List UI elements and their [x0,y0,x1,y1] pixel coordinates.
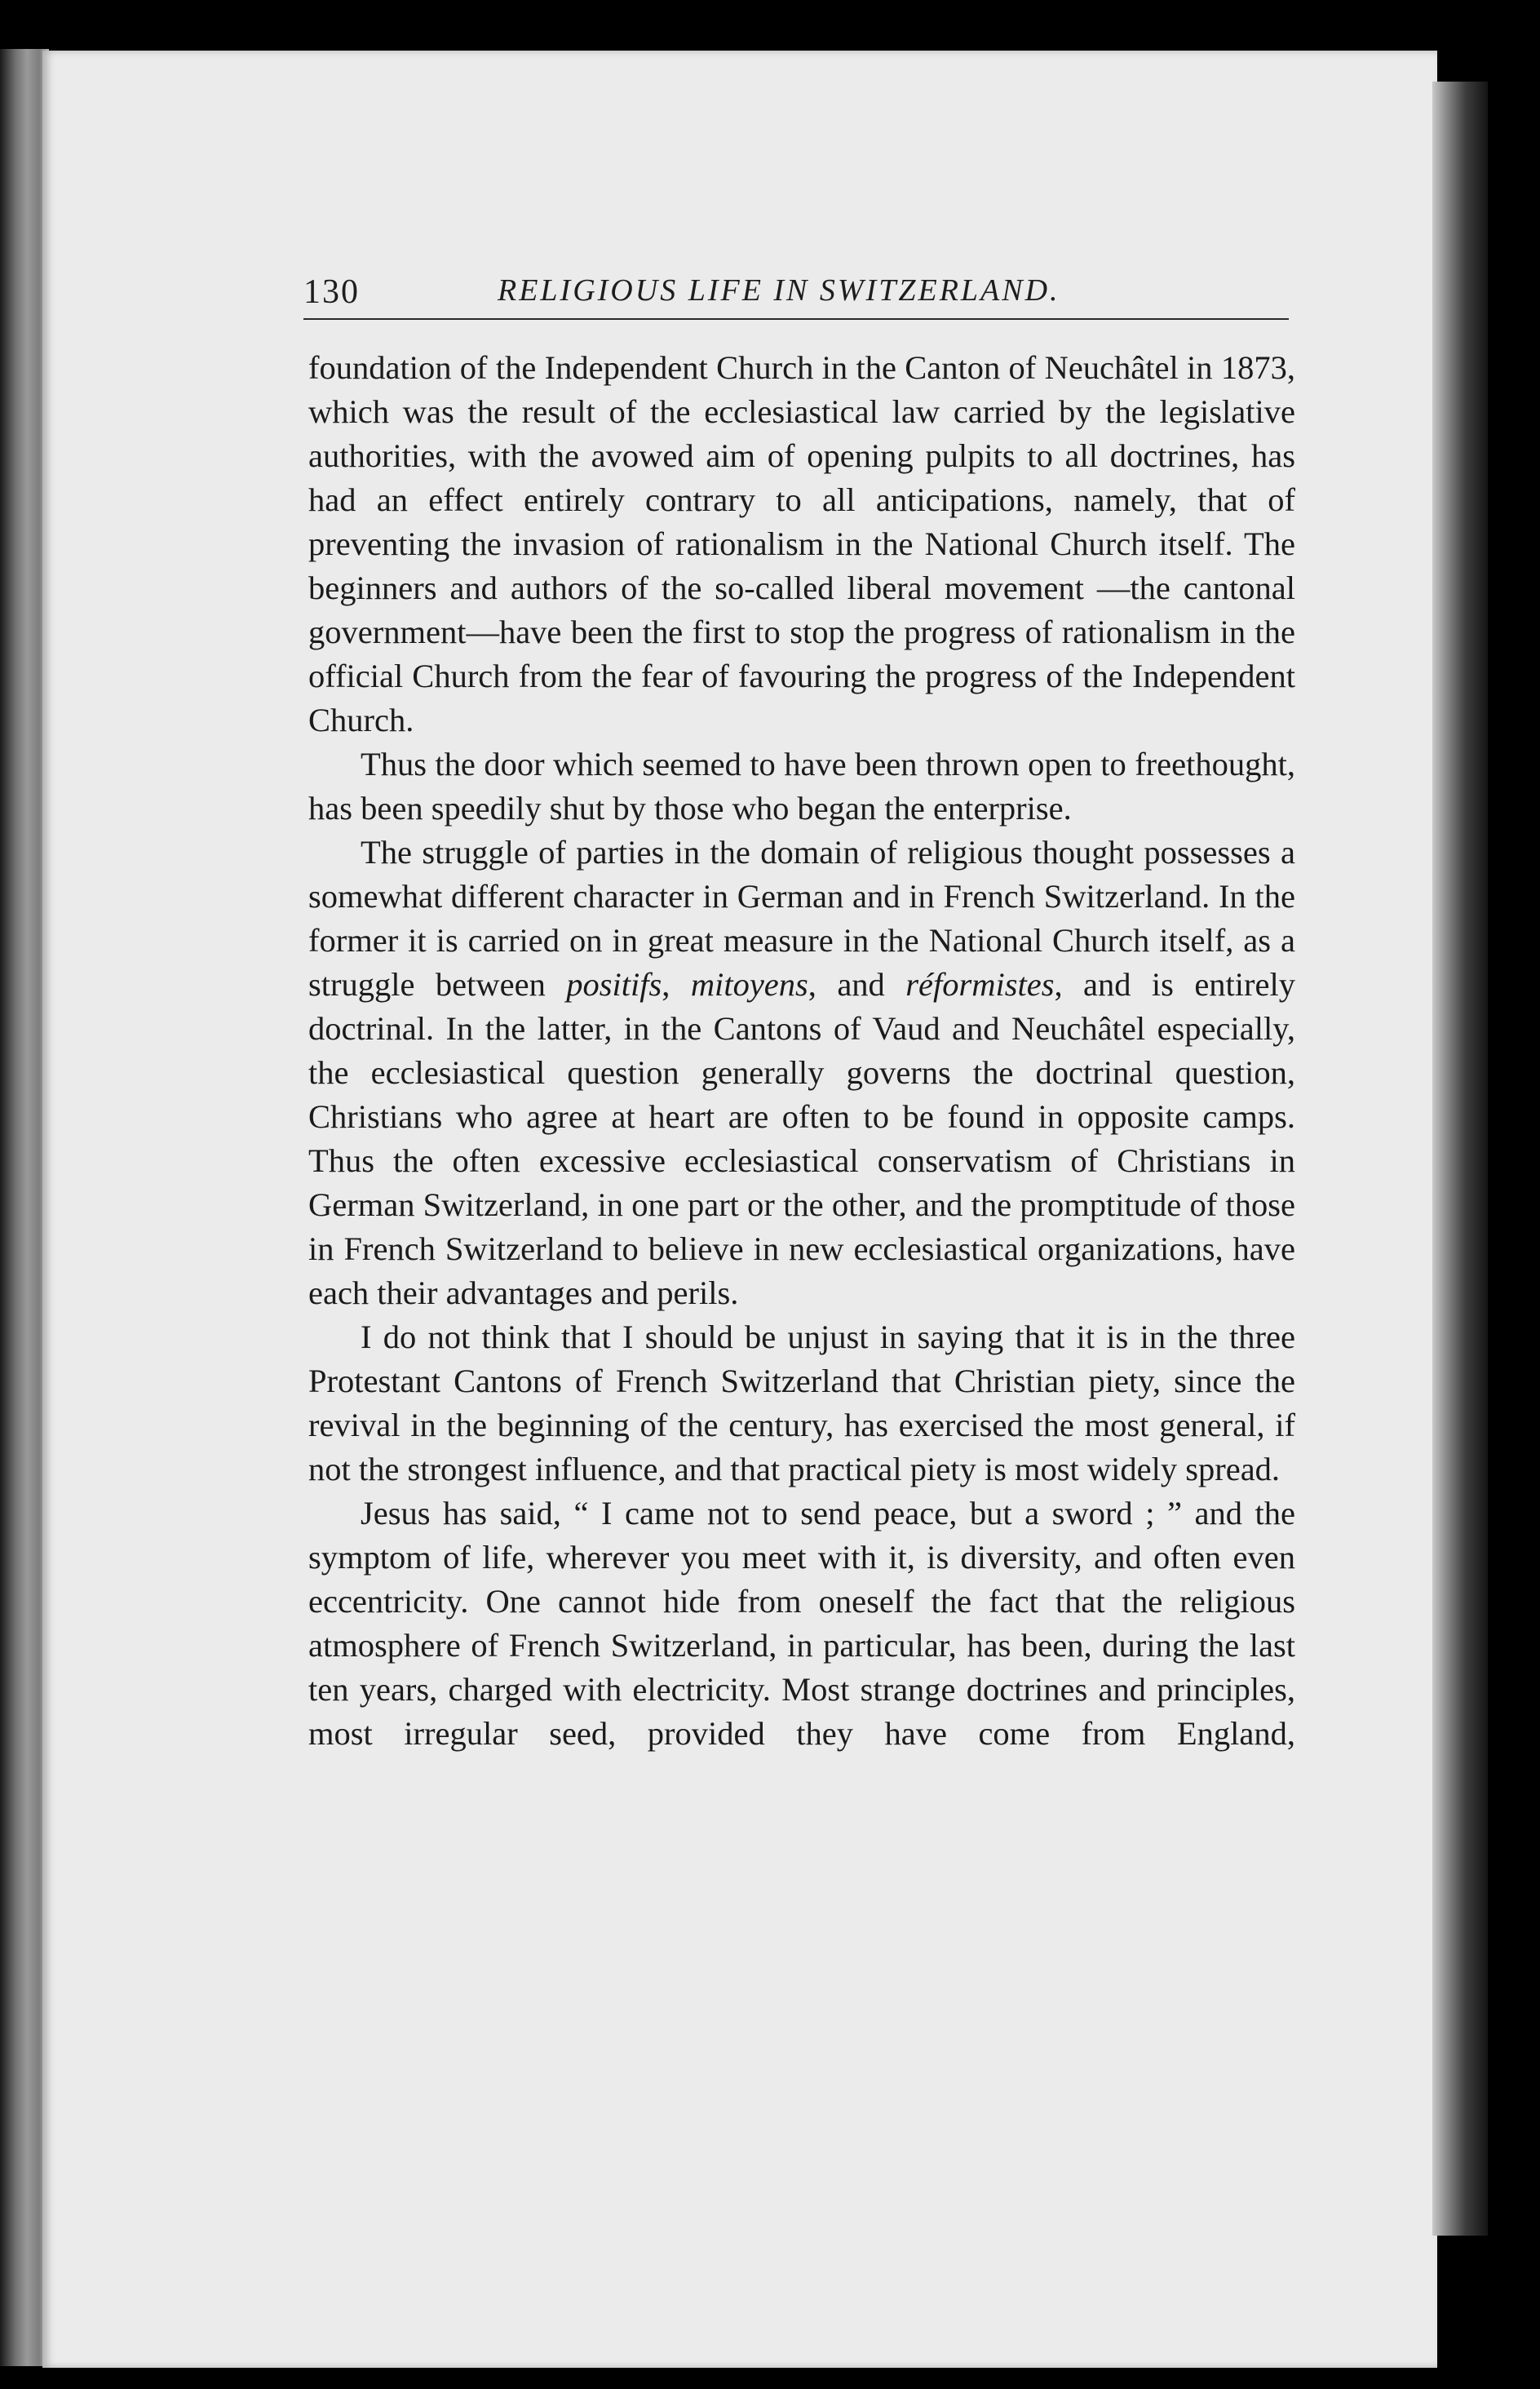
paragraph: I do not think that I should be unjust in saying that it is in the three Protestant Cantons of French Switzerland that Christian piety, since the revival in the beginning of the century, has exercised the most general, if not the strongest influence, and that practical piety is most widely spread. [308,1319,1295,1487]
running-title: RELIGIOUS LIFE IN SWITZERLAND. [498,273,1060,308]
paragraph: foundation of the Independent Church in the Canton of Neuchâtel in 1873, which was the result of the ecclesiastical law carried by the legislative authorities, with the avowed aim of opening pulpits to all doctrines, has had an effect entirely contrary to all anticipations, namely, that of preventing the invasion of rationalism in the National Church itself. The beginners and authors of the so-called liberal movement —the cantonal government—have been the first to stop the progress of rationalism in the official Church from the fear of favouring the progress of the Independent Church. [308,349,1295,738]
italic-term: réformistes [905,966,1055,1003]
paragraph-text: , and is entirely doctrinal. In the latter, in the Cantons of Vaud and Neuchâtel especially, the ecclesiastical question generally governs the doctrinal question, Christians who agree at heart are often to be found in opposite camps. Thus the often excessive ecclesiastical conservatism of Christians in German Switzerland, in one part or the other, and the promptitude of those in French Switzerland to believe in new ecclesiastical organizations, have each their advantages and perils. [308,966,1296,1311]
page-header [303,273,1289,321]
page-number: 130 [303,273,360,311]
paragraph: Thus the door which seemed to have been thrown open to freethought, has been speedily shut by those who began the enterprise. [308,746,1295,827]
italic-term: positifs [566,966,662,1003]
italic-term: mitoyens [690,966,808,1003]
separator: , [662,966,691,1003]
paragraph: Jesus has said, “ I came not to send peace, but a sword ; ” and the symptom of life, wherever you meet with it, is diversity, and often even eccentricity. One cannot hide from oneself the fact that the religious atmosphere of French Switzerland, in particular, has been, during the last ten years, charged with electricity. Most strange doctrines and principles, most irregular seed, provided they have come from England, [308,1495,1295,1752]
book-spine-edge [0,49,49,2366]
page-stack-edge [1432,82,1488,2236]
paragraph-text: The struggle of parties in the domain of religious thought possesses a somewhat different character in German and in French Switzerland. In the former it is carried on in great measure in the National Church itself, as a struggle between [308,834,1295,1003]
separator: , and [808,966,906,1003]
header-rule [303,318,1289,320]
paragraph [308,831,1295,1315]
body-text [308,346,1295,1756]
